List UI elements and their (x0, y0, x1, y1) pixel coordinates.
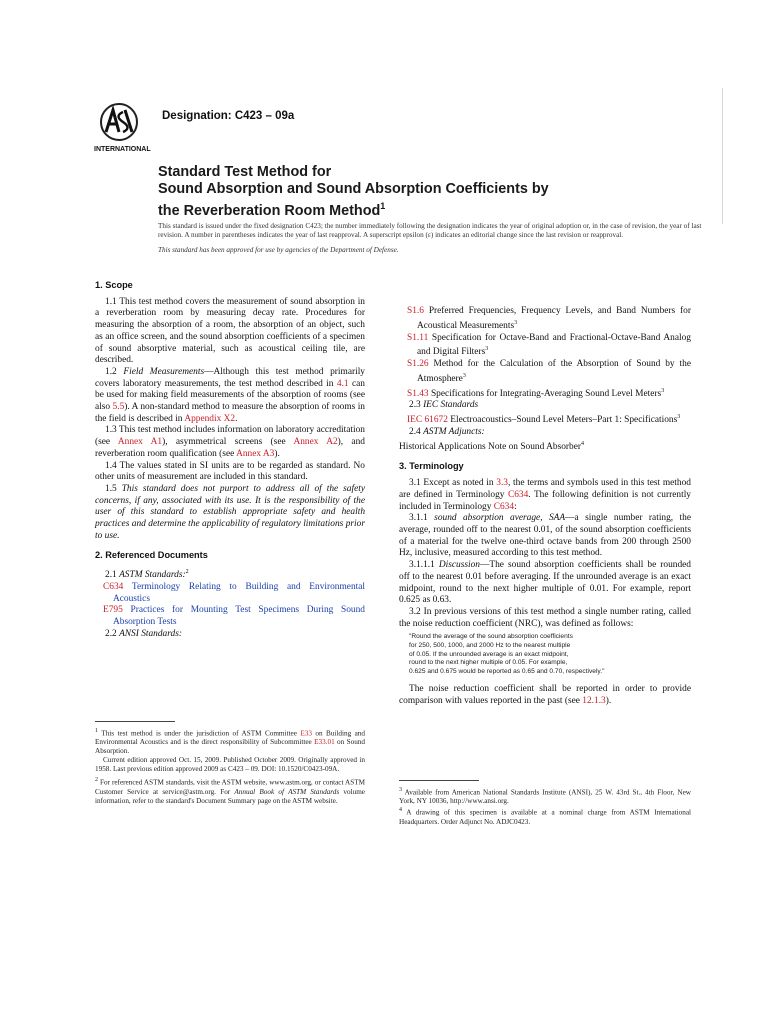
ref-s1-43: S1.43 Specifications for Integrating-Averaging Sound Level Meters$^3$ (407, 387, 665, 399)
link-3-3[interactable]: 3.3 (496, 478, 508, 489)
para-3-1-1: 3.1.1 sound absorption average, SAA—a single number rating, the average, rounded off to the nearest 0.01, of the sound absorption coefficients of a material for the twelve one-third octave bands from 200 through 2500 Hz, inclusive, measured according to this test method. (399, 513, 692, 559)
para-3-1-1-1: 3.1.1.1 Discussion—The sound absorption coefficients shall be rounded off to the nearest 0.01 before averaging. If the unrounded average is an exact midpoint, round to the next higher multiple of 0.01. For example, report 0.625 as 0.63. (399, 560, 691, 606)
ref-c634-title[interactable]: Terminology Relating to Building and Environmental Acoustics (113, 582, 365, 604)
ref-c634 (95, 582, 365, 605)
footnote-1: $^1$ This test method is under the jurisdiction of ASTM Committee E33 on Building and Environmental Acoustics and is the direct responsibility of Subcommittee E33.01 on Sound Absorption. (95, 727, 366, 756)
footnote-rule (95, 721, 175, 722)
link-appendix-x2[interactable]: Appendix X2 (184, 413, 236, 424)
footnote-2: $^2$ For referenced ASTM standards, visit the ASTM website, www.astm.org, or contact ASTM Customer Service at service@astm.org. For Annual Book of ASTM Standards volume information, refer to the standard's Document Summary page on the ASTM website. (95, 777, 366, 805)
link-s1-43[interactable]: S1.43 (407, 388, 429, 399)
margin-line (722, 88, 723, 224)
scope-heading: 1. Scope (95, 280, 133, 290)
ref-s1-6: S1.6 Preferred Frequencies, Frequency Levels, and Band Numbers for Acoustical Measurements$^3$ (407, 306, 691, 331)
link-e795[interactable]: E795 (103, 605, 123, 616)
link-s1-11[interactable]: S1.11 (407, 332, 429, 343)
link-s1-6[interactable]: S1.6 (407, 306, 424, 316)
title-line-1: Standard Test Method for (158, 164, 332, 180)
ref-s1-26: S1.26 Method for the Calculation of the Absorption of Sound by the Atmosphere$^3$ (407, 359, 691, 384)
ref-e795-title[interactable]: Practices for Mounting Test Specimens During Sound Absorption Tests (113, 605, 365, 628)
ref-e795 (95, 605, 365, 628)
title-footnote-mark: 1 (380, 201, 386, 211)
link-annex-a2[interactable]: Annex A2 (293, 437, 338, 448)
footnote-3: $^3$ Available from American National Standards Institute (ANSI), 25 W. 43rd St., 4th Floor, New York, NY 10036, http://www.ansi.org. (399, 786, 691, 806)
para-1-4: 1.4 The values stated in SI units are to be regarded as standard. No other units of measurement are included in this standard. (95, 460, 365, 483)
para-3-1: 3.1 Except as noted in 3.3, the terms and symbols used in this test method are defined in Terminology C634. The following definition is not currently included in Terminology C634: (399, 478, 691, 512)
terminology-heading: 3. Terminology (399, 461, 464, 472)
dod-approval-notice: This standard has been approved for use by agencies of the Department of Defense. (158, 246, 399, 255)
link-iec-61672[interactable]: IEC 61672 (407, 415, 448, 426)
title-line-3: the Reverberation Room Method (158, 202, 381, 219)
para-1-3: 1.3 This test method includes information on laboratory accreditation (see Annex A1), asymmetrical screens (see Annex A2), and reverberation room qualification (see Annex A3). (95, 425, 365, 459)
para-2-2: 2.2 ANSI Standards: (105, 628, 182, 639)
link-s1-26[interactable]: S1.26 (407, 359, 429, 370)
intro-notice (158, 222, 718, 256)
para-2-1: 2.1 ASTM Standards:$^2$ (105, 569, 189, 581)
title-line-2: Sound Absorption and Sound Absorption Coefficients by (158, 181, 549, 197)
nrc-definition-quote: "Round the average of the sound absorption coefficients for 250, 500, 1000, and 2000 Hz to the nearest multiple of 0.05. If the unrounded average is an exact midpoint, round to the next higher multiple of 0.05. For example, 0.625 and 0.675 would be reported as 0.65 and 0.70, respectively." (409, 633, 605, 675)
para-1-2: 1.2 Field Measurements—Although this test method primarily covers laboratory measurements, the test method described in 4.1 can be used for making field measurements of the absorption of rooms (see also 5.5). A non-standard method to measure the absorption of rooms in the field is described in Appendix X2. (95, 366, 365, 424)
link-5-5[interactable]: 5.5 (112, 402, 125, 413)
logo-text: INTERNATIONAL (94, 146, 151, 153)
right-column (399, 306, 691, 827)
link-annex-a3[interactable]: Annex A3 (236, 448, 275, 459)
para-nrc-report: The noise reduction coefficient shall be reported in order to provide comparison with values reported in the past (see 12.1.3). (399, 684, 691, 706)
para-1-1: 1.1 This test method covers the measurement of sound absorption in a reverberation room by measuring decay rate. Procedures for measuring the absorption of a room, the absorption of an object, such as an office screen, and the sound absorption coefficients of a specimen of sound absorptive material, such as acoustical ceiling tile, are described. (95, 296, 365, 366)
link-e33-01[interactable]: E33.01 (314, 738, 335, 746)
link-e33[interactable]: E33 (300, 728, 312, 737)
referenced-documents-heading: 2. Referenced Documents (95, 550, 208, 561)
link-c634-term-1[interactable]: C634 (507, 489, 529, 500)
para-2-4: 2.4 ASTM Adjuncts: (409, 426, 485, 437)
issued-notice: This standard is issued under the fixed designation C423; the number immediately following the designation indicates the year of original adoption or, in the case of revision, the year of last revision. A number in parentheses indicates the year of last reapproval. A superscript epsilon (ε) indicates an editorial change since the last revision or reapproval. (158, 222, 702, 240)
para-1-5: 1.5 This standard does not purport to address all of the safety concerns, if any, associated with its use. It is the responsibility of the user of this standard to establish appropriate safety and health practices and determine the applicability of regulatory limitations prior to use. (95, 483, 366, 541)
link-c634-term-2[interactable]: C634 (493, 501, 515, 512)
astm-logo (92, 98, 154, 154)
footnote-rule-right (399, 780, 479, 781)
para-3-2: 3.2 In previous versions of this test method a single number rating, called the noise reduction coefficient (NRC), was defined as follows: (399, 606, 691, 629)
designation: Designation: C423 – 09a (162, 110, 295, 122)
left-column (95, 280, 365, 806)
link-12-1-3[interactable]: 12.1.3 (582, 696, 606, 706)
para-2-3: 2.3 IEC Standards (409, 400, 479, 411)
document-title (158, 164, 718, 220)
ref-s1-11: S1.11 Specification for Octave-Band and Fractional-Octave-Band Analog and Digital Filters$^3$ (407, 332, 691, 358)
link-c634[interactable]: C634 (103, 582, 124, 592)
footnote-1-edition: Current edition approved Oct. 15, 2009. Published October 2009. Originally approved in 1958. Last previous edition approved 2009 as C423 – 09. DOI: 10.1520/C0423-09A. (95, 756, 365, 774)
link-4-1[interactable]: 4.1 (336, 378, 349, 389)
adjunct-entry: Historical Applications Note on Sound Absorber$^4$ (399, 440, 585, 452)
footnote-4: $^4$ A drawing of this specimen is available at a nominal charge from ASTM International Headquarters. Order Adjunct No. ADJC0423. (399, 807, 692, 826)
link-annex-a1[interactable]: Annex A1 (117, 437, 163, 448)
ref-iec-61672: IEC 61672 Electroacoustics–Sound Level Meters–Part 1: Specifications$^3$ (407, 414, 681, 426)
